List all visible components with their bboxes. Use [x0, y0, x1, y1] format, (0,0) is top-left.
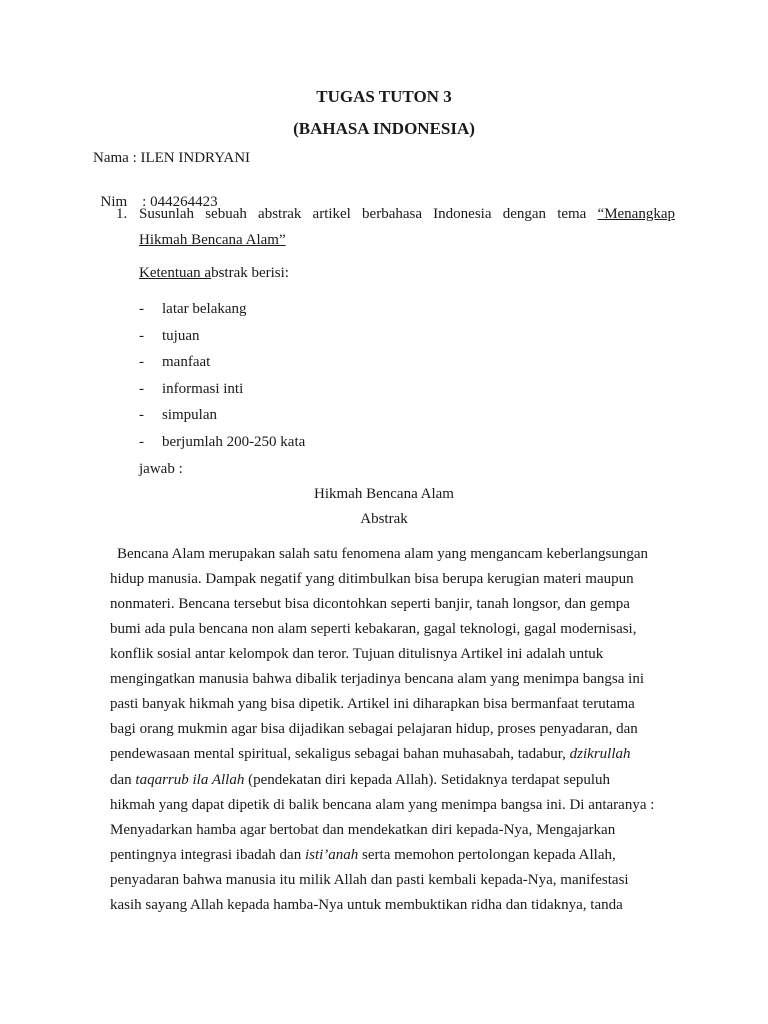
paragraph-line: pendewasaan mental spiritual, sekaligus sebagai bahan muhasabah, tadabur, dzikrullah — [110, 746, 631, 762]
paragraph-line: dan taqarrub ila Allah (pendekatan diri kepada Allah). Setidaknya terdapat sepuluh — [110, 772, 611, 788]
dash-marker: - — [139, 354, 144, 370]
paragraph-line: Menyadarkan hamba agar bertobat dan mendekatkan diri kepada-Nya, Mengajarkan — [110, 822, 616, 838]
paragraph-line: konflik sosial antar kelompok dan teror. Tujuan ditulisnya Artikel ini adalah untuk — [110, 646, 604, 662]
name-row — [93, 150, 250, 167]
name-value: ILEN INDRYANI — [140, 150, 251, 166]
nim-value: 044264423 — [150, 194, 218, 210]
ketentuan-heading — [139, 265, 289, 282]
dash-marker: - — [139, 328, 144, 344]
name-label: Nama : — [93, 150, 141, 166]
paragraph-line: bagi orang mukmin agar bisa dijadikan sebagai pelajaran hidup, proses penyadaran, dan — [110, 721, 638, 737]
paragraph-line: kasih sayang Allah kepada hamba-Nya untuk membuktikan ridha dan tidaknya, tanda — [110, 897, 623, 913]
paragraph-line: hidup manusia. Dampak negatif yang ditimbulkan bisa berupa kerugian materi maupun — [110, 571, 634, 587]
question-line-1 — [139, 206, 675, 223]
paragraph-line: hikmah yang dapat dipetik di balik bencana alam yang menimpa bangsa ini. Di antaranya : — [110, 797, 655, 813]
paragraph-line: penyadaran bahwa manusia itu milik Allah dan pasti kembali kepada-Nya, manifestasi — [110, 872, 629, 888]
jawab-label: jawab : — [139, 461, 183, 477]
paragraph-line: Bencana Alam merupakan salah satu fenomena alam yang mengancam keberlangsungan — [117, 546, 649, 562]
paragraph-line: nonmateri. Bencana tersebut bisa dicontohkan seperti banjir, tanah longsor, dan gempa — [110, 596, 630, 612]
theme-text-start: “Menangkap — [597, 206, 675, 222]
document-title: TUGAS TUTON 3 — [316, 87, 452, 106]
question-text: Susunlah sebuah abstrak artikel berbahasa Indonesia dengan tema — [139, 206, 598, 222]
paragraph-line: pasti banyak hikmah yang bisa dipetik. Artikel ini diharapkan bisa bermanfaat terutama — [110, 696, 635, 712]
italic-term: taqarrub ila Allah — [135, 772, 245, 788]
paragraph-line: bumi ada pula bencana non alam seperti kebakaran, gagal teknologi, gagal modernisasi, — [110, 621, 637, 637]
ketentuan-rest: bstrak berisi: — [211, 265, 289, 281]
question-number: 1. — [116, 206, 128, 222]
dash-marker: - — [139, 407, 144, 423]
document-subtitle: (BAHASA INDONESIA) — [293, 119, 475, 138]
dash-marker: - — [139, 301, 144, 317]
theme-text-end: Hikmah Bencana Alam” — [139, 232, 286, 248]
paragraph-line: pentingnya integrasi ibadah dan isti’anah serta memohon pertolongan kepada Allah, — [110, 847, 616, 863]
ketentuan-underlined: Ketentuan a — [139, 265, 212, 281]
answer-subheading: Abstrak — [360, 511, 408, 527]
answer-heading: Hikmah Bencana Alam — [314, 486, 454, 502]
nim-label: Nim : — [100, 194, 151, 210]
dash-marker: - — [139, 381, 144, 397]
dash-marker: - — [139, 434, 144, 450]
paragraph-line: mengingatkan manusia bahwa dibalik terjadinya bencana alam yang menimpa bangsa ini — [110, 671, 644, 687]
italic-term: dzikrullah — [569, 746, 631, 762]
italic-term: isti’anah — [304, 847, 359, 863]
